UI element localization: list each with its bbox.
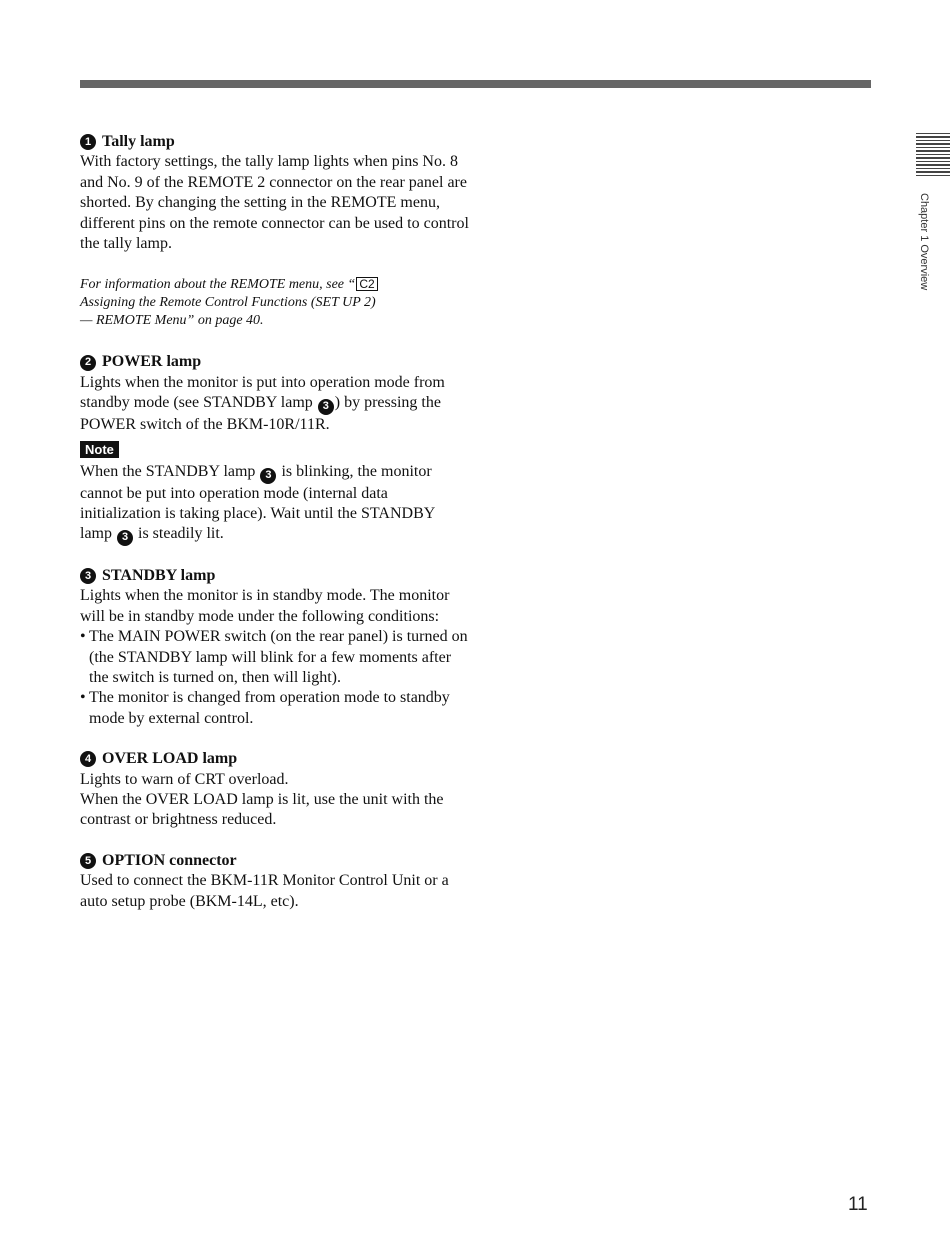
reference-text: For information about the REMOTE menu, see “ — [80, 277, 356, 293]
section-body-line: When the OVER LOAD lamp is lit, use the unit with the contrast or brightness reduced. — [80, 791, 444, 829]
section-tally-lamp — [80, 132, 470, 254]
main-content — [80, 132, 470, 932]
section-title: Tally lamp — [102, 133, 175, 150]
section-body: With factory settings, the tally lamp lights when pins No. 8 and No. 9 of the REMOTE 2 connector on the rear panel are shorted. By changing the setting in the REMOTE menu, different pins on the remote connector can be used to control the tally lamp. — [80, 153, 469, 253]
note-label: Note — [80, 441, 119, 458]
page-number: 11 — [848, 1194, 868, 1215]
chapter-tab-stripes — [916, 133, 950, 178]
section-heading — [80, 749, 470, 769]
list-item: • The MAIN POWER switch (on the rear panel) is turned on (the STANDBY lamp will blink for a few moments after the switch is turned on, then will light). — [80, 627, 470, 688]
section-heading — [80, 132, 470, 152]
section-title: POWER lamp — [102, 353, 202, 371]
body-text: Lights when the monitor is put into operation mode from standby mode (see STANDBY lamp — [80, 373, 445, 412]
reference-text: Assigning the Remote Control Functions (SET UP 2) — [80, 295, 376, 311]
header-rule — [80, 80, 871, 88]
section-body — [80, 373, 470, 435]
reference-text: — REMOTE Menu” on page 40. — [80, 313, 264, 329]
note-text: is steadily lit. — [134, 525, 224, 543]
section-body: Used to connect the BKM-11R Monitor Control Unit or a auto setup probe (BKM-14L, etc). — [80, 872, 449, 910]
number-2-icon: 2 — [80, 355, 96, 371]
note-text: When the STANDBY lamp — [80, 463, 260, 481]
section-body-line: Lights to warn of CRT overload. — [80, 770, 289, 788]
section-heading — [80, 352, 470, 372]
number-5-icon: 5 — [80, 853, 96, 869]
section-standby-lamp — [80, 566, 470, 729]
note-body — [80, 462, 470, 546]
section-power-lamp — [80, 352, 470, 546]
body-text: ) by pressing the POWER switch of the BKM-10R/11R. — [80, 394, 441, 433]
section-option-connector — [80, 851, 470, 912]
number-3-icon: 3 — [318, 399, 334, 415]
number-1-icon: 1 — [80, 134, 96, 150]
list-item: • The monitor is changed from operation mode to standby mode by external control. — [80, 688, 470, 729]
note-text: is blinking, the monitor cannot be put into operation mode (internal data initialization is taking place). Wait until the STANDBY lamp — [80, 463, 435, 543]
condition-list — [80, 627, 470, 729]
number-4-icon: 4 — [80, 751, 96, 767]
menu-code-box: C2 — [356, 277, 377, 291]
number-3-icon: 3 — [260, 468, 276, 484]
section-title: OVER LOAD lamp — [102, 750, 238, 768]
section-heading — [80, 851, 470, 871]
section-title: OPTION connector — [102, 851, 237, 869]
number-3-icon: 3 — [80, 568, 96, 584]
chapter-tab-label: Chapter 1 Overview — [918, 193, 930, 291]
section-heading — [80, 566, 470, 586]
section-title: STANDBY lamp — [102, 566, 216, 584]
section-body: Lights when the monitor is in standby mode. The monitor will be in standby mode under the following conditions: — [80, 587, 450, 625]
section-over-load-lamp — [80, 749, 470, 831]
cross-reference — [80, 276, 470, 330]
number-3-icon: 3 — [117, 530, 133, 546]
